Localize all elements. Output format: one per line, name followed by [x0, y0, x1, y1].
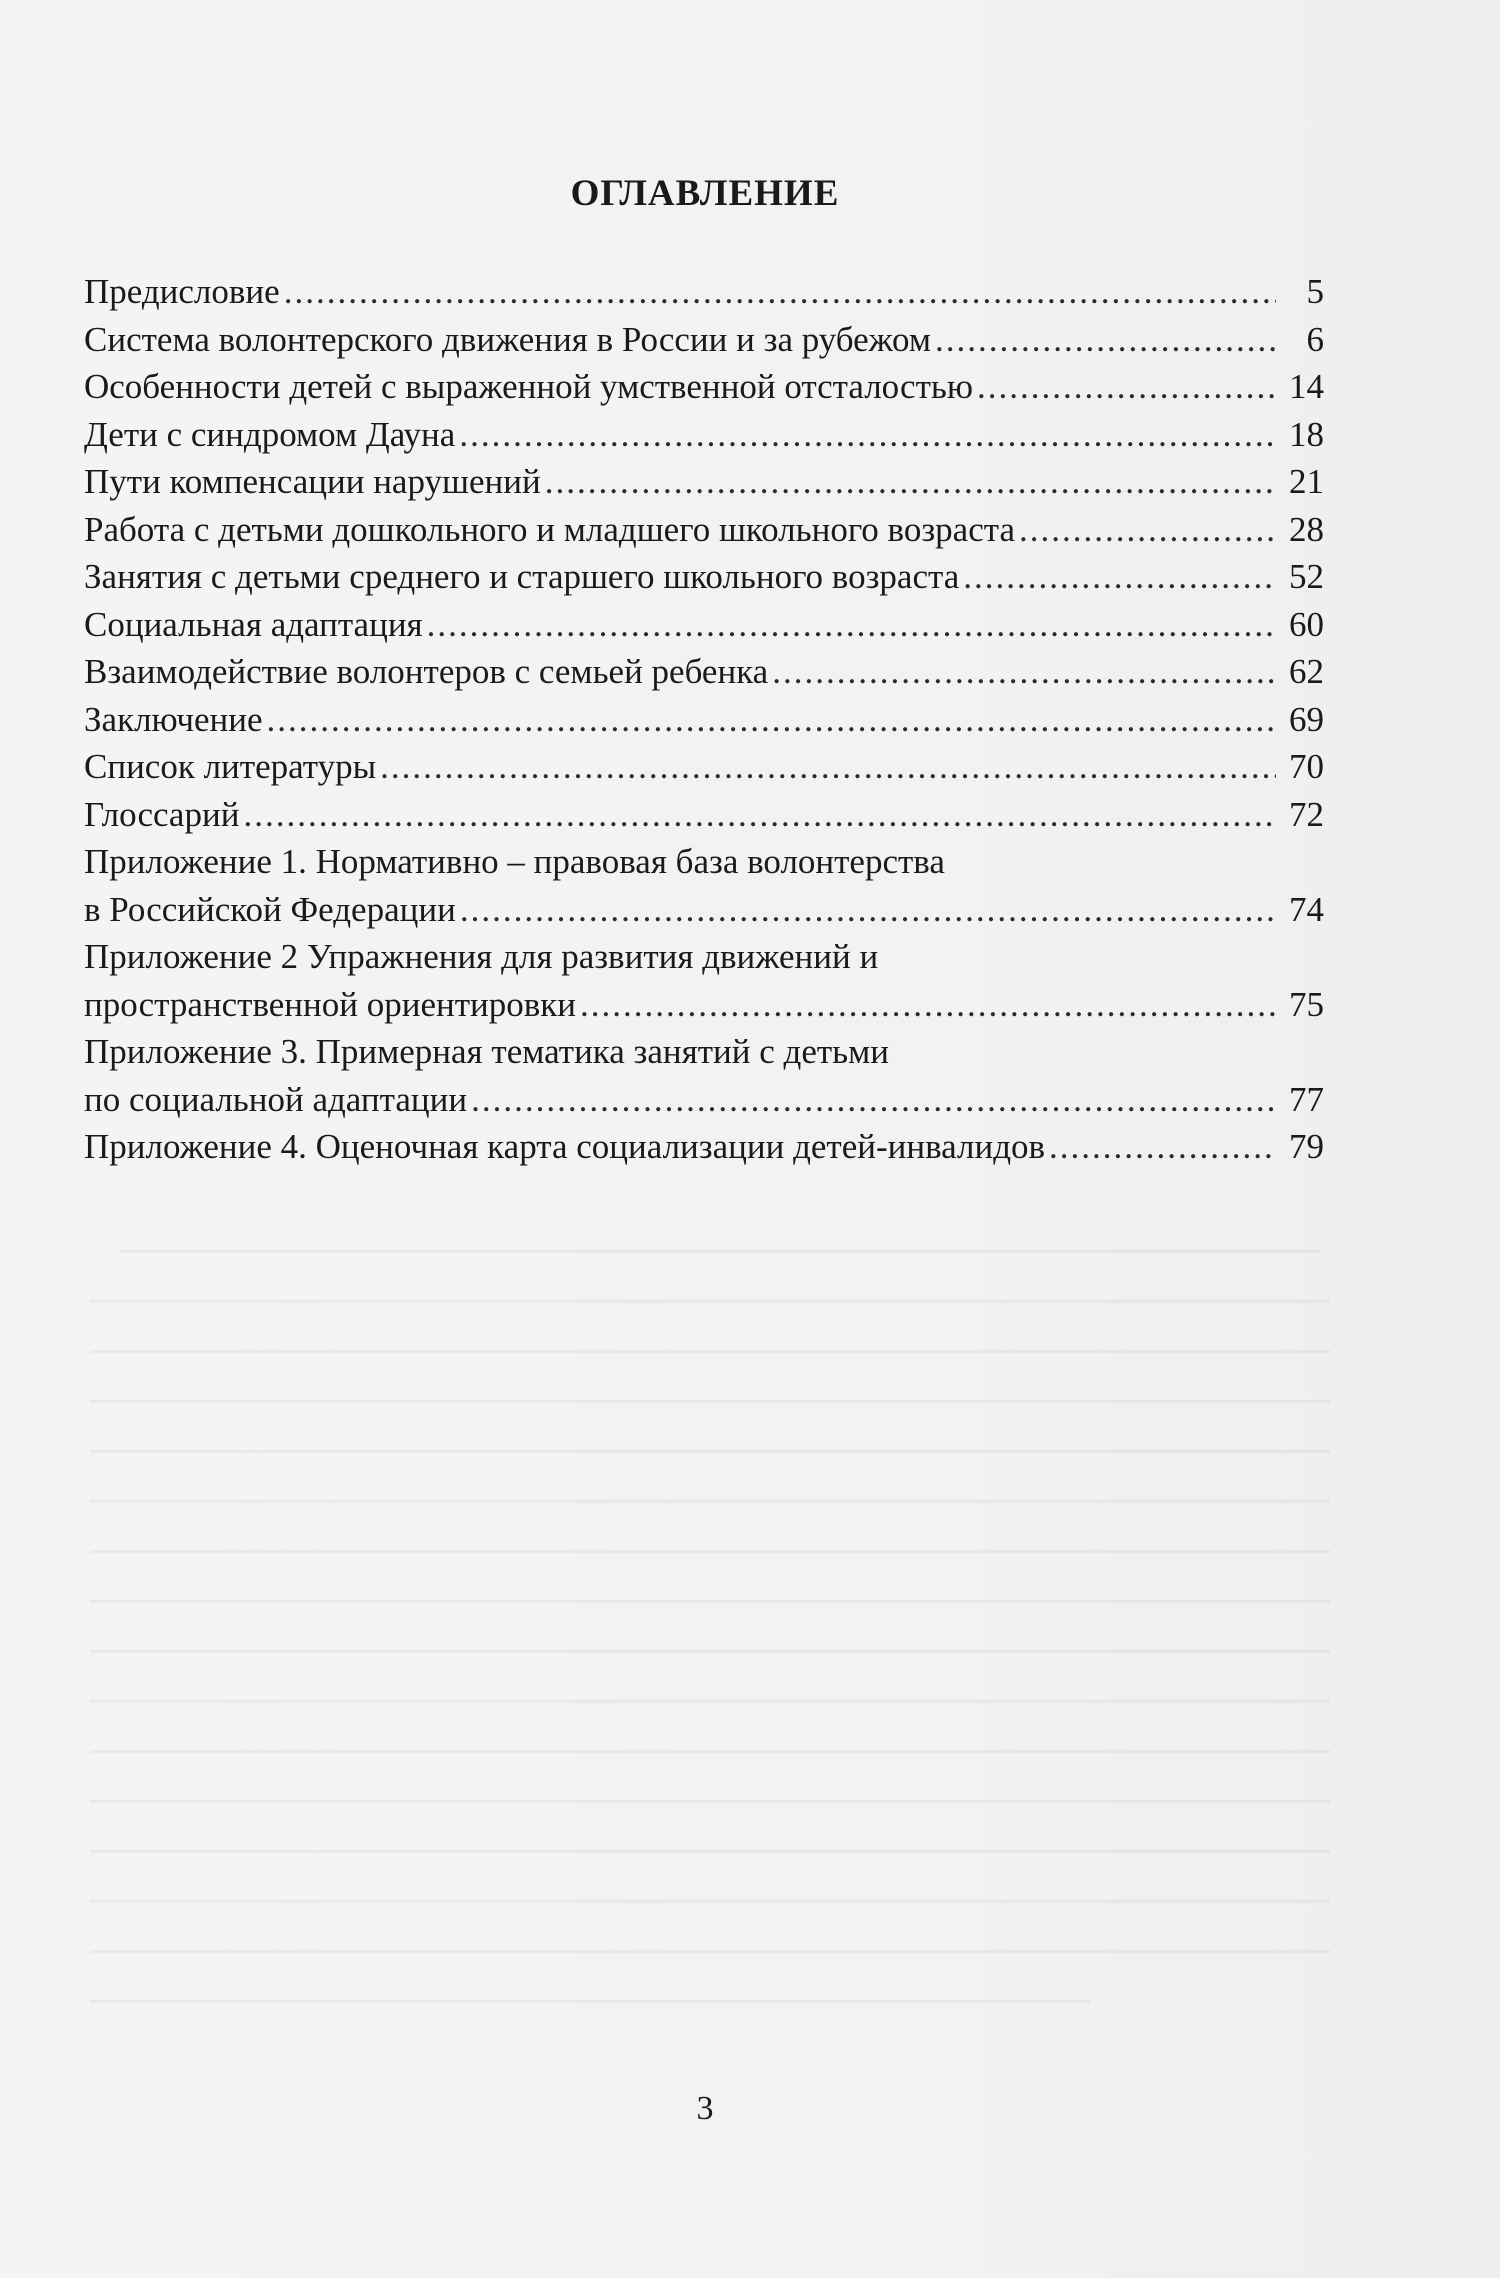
bleed-line — [90, 1900, 1330, 1903]
toc-entry-page: 69 — [1289, 699, 1324, 739]
toc-entry-label: Взаимодействие волонтеров с семьей ребенка — [84, 652, 769, 691]
bleed-line — [90, 1300, 1330, 1303]
toc-entry-label-line2: по социальной адаптации — [84, 1079, 468, 1119]
dot-leader — [380, 743, 1276, 791]
toc-entry[interactable] — [84, 1123, 1324, 1171]
toc-entry-page: 21 — [1289, 462, 1324, 501]
bleed-line — [90, 1350, 1330, 1353]
dot-leader — [1019, 506, 1276, 554]
dot-leader — [459, 411, 1276, 459]
bleed-line — [90, 1750, 1330, 1753]
bleed-line — [90, 1650, 1330, 1653]
dot-leader — [243, 791, 1276, 839]
toc-entry-label: Список литературы — [84, 747, 377, 786]
toc-entry[interactable] — [84, 838, 1324, 933]
bleed-line — [90, 1700, 1330, 1703]
toc-entry-page: 5 — [1306, 272, 1324, 311]
bleed-line — [90, 1450, 1330, 1453]
toc-entry-page: 60 — [1289, 604, 1324, 644]
bleed-line — [120, 1250, 1320, 1253]
toc-entry-label: Предисловие — [84, 272, 280, 311]
toc-entry-label: Пути компенсации нарушений — [84, 462, 541, 501]
toc-entry-label-line2: в Российской Федерации — [84, 889, 456, 929]
dot-leader — [1049, 1123, 1276, 1171]
dot-leader — [284, 268, 1276, 316]
toc-entry-page: 62 — [1289, 652, 1324, 691]
toc-entry-label: Глоссарий — [84, 794, 240, 834]
toc-entry-page: 70 — [1289, 747, 1324, 786]
toc-entry-label: Заключение — [84, 699, 263, 739]
toc-entry-page: 14 — [1289, 367, 1324, 406]
toc-heading: ОГЛАВЛЕНИЕ — [570, 173, 840, 214]
toc-entry[interactable] — [84, 791, 1324, 839]
bleed-line — [90, 1950, 1330, 1953]
toc-entry[interactable] — [84, 696, 1324, 744]
toc-entry[interactable] — [84, 553, 1324, 601]
toc-entry[interactable] — [84, 648, 1324, 696]
dot-leader — [267, 696, 1277, 744]
bleed-line — [90, 1600, 1330, 1603]
dot-leader — [977, 363, 1276, 411]
toc-entry[interactable] — [84, 411, 1324, 459]
toc-entry-label-line1: Приложение 1. Нормативно – правовая база волонтерства — [84, 842, 945, 881]
toc-entry-page: 6 — [1306, 319, 1324, 359]
toc-entry-label: Социальная адаптация — [84, 604, 423, 644]
dot-leader — [545, 458, 1276, 506]
toc-entry-page: 75 — [1289, 984, 1324, 1024]
toc-entry-page: 18 — [1289, 414, 1324, 454]
bleed-line — [90, 1500, 1330, 1503]
toc-entry[interactable] — [84, 458, 1324, 506]
toc-entry[interactable] — [84, 933, 1324, 1028]
dot-leader — [963, 553, 1276, 601]
toc-entry-page: 28 — [1289, 509, 1324, 549]
toc-entry-label: Приложение 4. Оценочная карта социализации детей-инвалидов — [84, 1127, 1046, 1166]
toc-entry-label-line1: Приложение 2 Упражнения для развития движений и — [84, 937, 879, 976]
dot-leader — [471, 1076, 1276, 1124]
toc-entry-label: Система волонтерского движения в России и за рубежом — [84, 319, 931, 359]
page-number: 3 — [696, 2090, 714, 2127]
dot-leader — [935, 316, 1276, 364]
toc-entry-label: Дети с синдромом Дауна — [84, 414, 456, 454]
bleed-line — [90, 1800, 1330, 1803]
toc-entry-label-line1: Приложение 3. Примерная тематика занятий с детьми — [84, 1032, 890, 1071]
toc-entry-page: 52 — [1289, 557, 1324, 596]
toc-entry-page: 77 — [1289, 1079, 1324, 1119]
dot-leader — [772, 648, 1276, 696]
bleed-line — [90, 1550, 1330, 1553]
bleed-line — [90, 2000, 1090, 2003]
toc-entry-label-line2: пространственной ориентировки — [84, 984, 577, 1024]
dot-leader — [580, 981, 1276, 1029]
toc-entry-page: 72 — [1289, 794, 1324, 834]
toc-entry-page: 74 — [1289, 889, 1324, 929]
bleed-line — [90, 1850, 1330, 1853]
toc-entry-label: Занятия с детьми среднего и старшего школьного возраста — [84, 557, 960, 596]
toc-entry-label: Особенности детей с выраженной умственной отсталостью — [84, 367, 973, 406]
bleed-line — [90, 1400, 1330, 1403]
toc-entry[interactable] — [84, 506, 1324, 554]
toc-entry[interactable] — [84, 1028, 1324, 1123]
toc-entry-label: Работа с детьми дошкольного и младшего школьного возраста — [84, 509, 1015, 549]
toc-entry-page: 79 — [1289, 1127, 1324, 1166]
toc-entry[interactable] — [84, 316, 1324, 364]
toc-entry[interactable] — [84, 743, 1324, 791]
dot-leader — [460, 886, 1276, 934]
toc-entry[interactable] — [84, 601, 1324, 649]
dot-leader — [427, 601, 1276, 649]
table-of-contents — [84, 268, 1324, 1171]
toc-entry[interactable] — [84, 268, 1324, 316]
toc-entry[interactable] — [84, 363, 1324, 411]
